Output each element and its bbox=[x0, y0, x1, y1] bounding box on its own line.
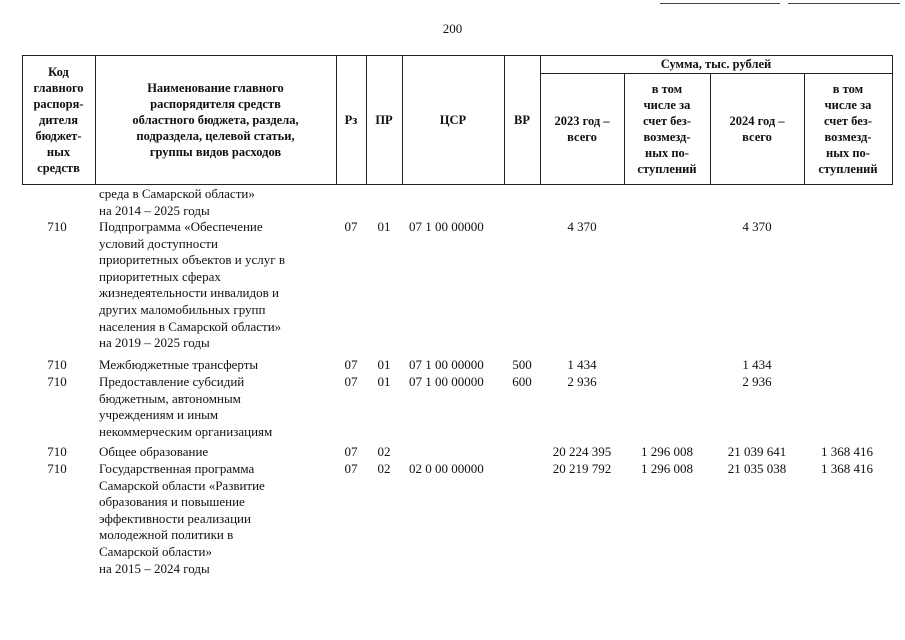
table-header bbox=[0, 55, 905, 185]
cell-sum-2023: 1 434 bbox=[567, 357, 597, 372]
cell-sum-2023: 2 936 bbox=[567, 374, 597, 389]
cell-csr: 07 1 00 00000 bbox=[409, 374, 484, 389]
cell-free-2024: 1 368 416 bbox=[821, 444, 873, 459]
cell-pr: 01 bbox=[377, 374, 391, 389]
page-number: 200 bbox=[442, 21, 463, 36]
cell-name: Государственная программа Самарской области «Развитие образования и повышение эффективности реализации молодежной политики в Самарской области» на 2015 – 2024 годы bbox=[99, 461, 265, 576]
cell-name: среда в Самарской области» на 2014 – 2025 годы bbox=[99, 186, 255, 218]
cell-code: 710 bbox=[47, 444, 67, 459]
cell-free-2023: 1 296 008 bbox=[641, 461, 693, 476]
cell-csr: 02 0 00 00000 bbox=[409, 461, 484, 476]
cell-name: Подпрограмма «Обеспечение условий доступности приоритетных объектов и услуг в приоритетных сферах жизнедеятельности инвалидов и других маломобильных групп населения в Самарской области» на 2019 – 2025 годы bbox=[99, 219, 285, 351]
cell-code: 710 bbox=[47, 357, 67, 372]
cell-vr: 600 bbox=[512, 374, 532, 389]
cell-code: 710 bbox=[47, 461, 67, 476]
cell-pr: 02 bbox=[377, 444, 391, 459]
cell-sum-2023: 4 370 bbox=[567, 219, 597, 234]
cell-sum-2023: 20 224 395 bbox=[552, 444, 612, 459]
cell-csr: 07 1 00 00000 bbox=[409, 357, 484, 372]
cell-rz: 07 bbox=[344, 374, 358, 389]
cell-sum-2023: 20 219 792 bbox=[552, 461, 612, 476]
cell-rz: 07 bbox=[344, 219, 358, 234]
col-border-10 bbox=[892, 55, 893, 185]
cell-code: 710 bbox=[47, 219, 67, 234]
cell-pr: 01 bbox=[377, 357, 391, 372]
cell-rz: 07 bbox=[344, 357, 358, 372]
header-vr: ВР bbox=[514, 113, 530, 127]
header-sum-group: Сумма, тыс. рублей bbox=[660, 57, 772, 71]
cell-vr: 500 bbox=[512, 357, 532, 372]
cell-sum-2024: 21 035 038 bbox=[727, 461, 787, 476]
header-code: Код главного распоря- дителя бюджет- ных средств bbox=[33, 65, 84, 175]
header-csr: ЦСР bbox=[439, 113, 467, 127]
cell-pr: 01 bbox=[377, 219, 391, 234]
cell-sum-2024: 1 434 bbox=[742, 357, 772, 372]
header-pr: ПР bbox=[375, 113, 393, 127]
cell-sum-2024: 2 936 bbox=[742, 374, 772, 389]
cell-code: 710 bbox=[47, 374, 67, 389]
cell-free-2024: 1 368 416 bbox=[821, 461, 873, 476]
cell-name: Межбюджетные трансферты bbox=[99, 357, 259, 372]
cell-sum-2024: 4 370 bbox=[742, 219, 772, 234]
header-rz: Рз bbox=[344, 113, 358, 127]
cell-rz: 07 bbox=[344, 461, 358, 476]
header-name: Наименование главного распорядителя средств областного бюджета, раздела, подраздела, целевой статьи, группы видов расходов bbox=[132, 81, 299, 159]
header-2024-free: в том числе за счет без- возмезд- ных по- ступлений bbox=[818, 82, 878, 176]
cell-name: Предоставление субсидий бюджетным, автономным учреждениям и иным некоммерческим организациям bbox=[99, 374, 273, 439]
cell-rz: 07 bbox=[344, 444, 358, 459]
top-rule-left bbox=[660, 3, 780, 4]
header-2023-total: 2023 год – всего bbox=[554, 114, 610, 144]
cell-name: Общее образование bbox=[99, 444, 209, 459]
top-rule-right bbox=[788, 3, 900, 4]
cell-csr: 07 1 00 00000 bbox=[409, 219, 484, 234]
header-2024-total: 2024 год – всего bbox=[729, 114, 785, 144]
cell-free-2023: 1 296 008 bbox=[641, 444, 693, 459]
cell-sum-2024: 21 039 641 bbox=[727, 444, 787, 459]
cell-pr: 02 bbox=[377, 461, 391, 476]
header-2023-free: в том числе за счет без- возмезд- ных по- ступлений bbox=[637, 82, 697, 176]
